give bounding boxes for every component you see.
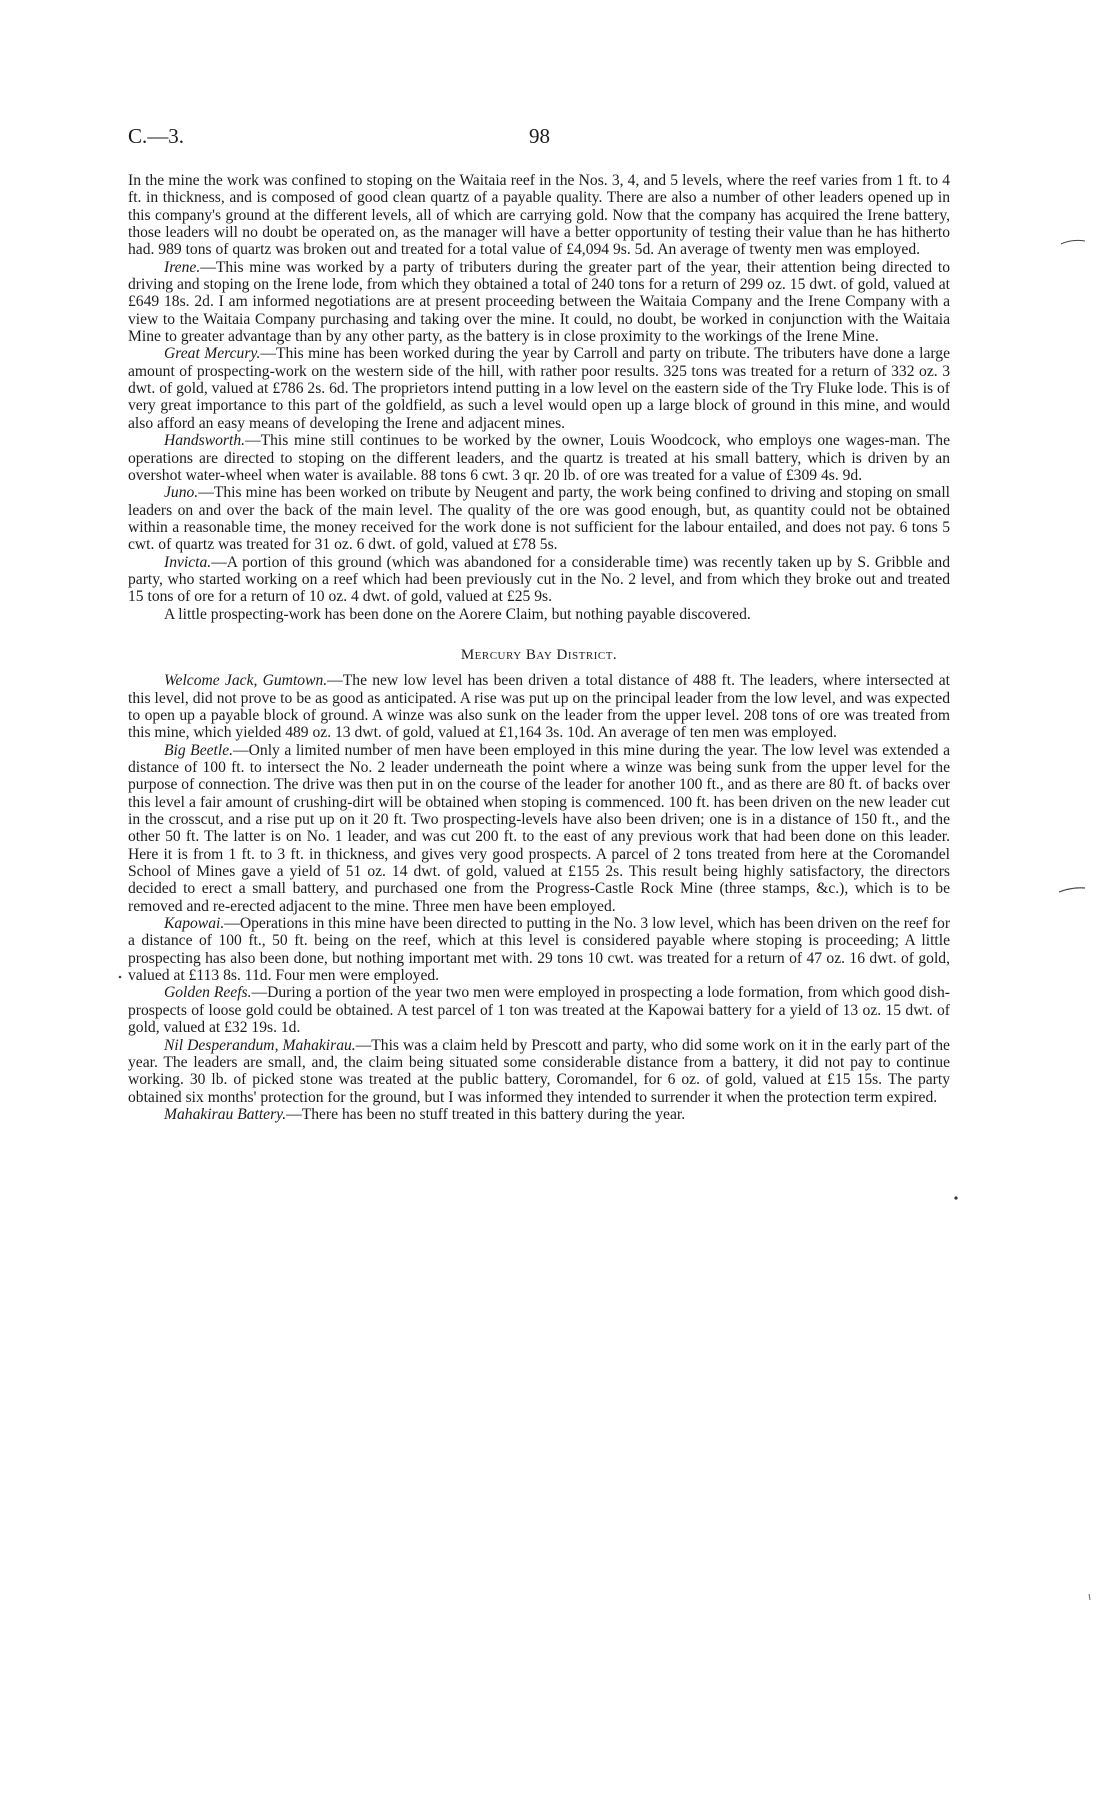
mine-name: Nil Desperandum, Mahakirau. — [164, 1036, 356, 1054]
paragraph-aorere-claim — [128, 606, 950, 623]
mine-name: Handsworth. — [164, 432, 246, 450]
paragraph-mahakirau-battery — [128, 1106, 950, 1123]
margin-ink-mark — [1058, 886, 1086, 894]
paragraph-text: —This mine has been worked on tribute by Neugent and party, the work being confined to driving and stoping on small leaders on and over the back of the main level. The quality of the ore was good enough, but, as quantity could not be obtained within a reasonable time, the money received for the work done is not sufficient for the labour entailed, and does not pay. 6 tons 5 cwt. of quartz was treated for 31 oz. 6 dwt. of gold, valued at £78 5s. — [128, 484, 950, 554]
mine-name: Juno. — [164, 484, 199, 502]
paragraph-kapowai — [128, 915, 950, 984]
mine-name: Mahakirau Battery. — [164, 1105, 287, 1123]
paragraph-text: —The new low level has been driven a total distance of 488 ft. The leaders, where intersected at this level, did not prove to be as good as anticipated. A rise was put up on the principal leader from the low level, and was expected to open up a payable block of ground. A winze was also sunk on the leader from the upper level. 208 tons of ore was treated from this mine, which yielded 489 oz. 13 dwt. of gold, valued at £1,164 3s. 10d. An average of ten men was employed. — [128, 672, 950, 742]
report-body — [128, 172, 950, 1123]
mine-name: Invicta. — [164, 553, 212, 571]
mine-name: Big Beetle. — [164, 741, 234, 759]
mine-name: Golden Reefs. — [164, 984, 252, 1002]
margin-ink-mark — [1087, 1593, 1093, 1601]
report-series-code: C.—3. — [128, 124, 185, 148]
paragraph-juno — [128, 484, 950, 553]
mine-name: Kapowai. — [164, 915, 225, 933]
paragraph-text: A little prospecting-work has been done on the Aorere Claim, but nothing payable discovered. — [164, 605, 751, 623]
paragraph-big-beetle — [128, 742, 950, 915]
paragraph-text: —There has been no stuff treated in this battery during the year. — [286, 1105, 686, 1123]
margin-ink-mark — [117, 974, 123, 980]
paragraph-welcome-jack — [128, 672, 950, 741]
paragraph-invicta — [128, 554, 950, 606]
paragraph-text: —During a portion of the year two men were employed in prospecting a lode formation, from which good dish-prospects of loose gold could be obtained. A test parcel of 1 ton was treated at the Kapowai battery for a yield of 13 oz. 15 dwt. of gold, valued at £32 19s. 1d. — [128, 984, 950, 1037]
margin-ink-mark — [953, 1195, 959, 1201]
paragraph-golden-reefs — [128, 984, 950, 1036]
margin-ink-mark — [1060, 238, 1086, 246]
mine-name: Welcome Jack, Gumtown. — [164, 672, 328, 690]
paragraph-text: In the mine the work was confined to stoping on the Waitaia reef in the Nos. 3, 4, and 5 levels, where the reef varies from 1 ft. to 4 ft. in thickness, and is composed of good clean quartz of a payable quality. There are also a number of other leaders opened up in this company's ground at the different levels, all of which are carrying gold. Now that the company has acquired the Irene battery, those leaders will no doubt be operated on, as the manager will have a better opportunity of testing their value than he has hitherto had. 989 tons of quartz was broken out and treated for a total value of £4,094 9s. 5d. An average of twenty men was employed. — [128, 172, 950, 259]
paragraph-text: —This mine was worked by a party of tributers during the greater part of the year, their attention being directed to driving and stoping on the Irene lode, from which they obtained a total of 240 tons for a return of 299 oz. 15 dwt. of gold, valued at £649 18s. 2d. I am informed negotiations are at present proceeding between the Waitaia Company and the Irene Company with a view to the Waitaia Company purchasing and taking over the mine. It could, no doubt, be worked in conjunction with the Waitaia Mine to greater advantage than by any other party, as the battery is in close proximity to the workings of the Irene Mine. — [128, 258, 950, 346]
section-heading-mercury-bay: Mercury Bay District. — [460, 646, 618, 663]
paragraph-waitaia-mine — [128, 172, 950, 259]
paragraph-text: —Operations in this mine have been directed to putting in the No. 3 low level, which has been driven on the reef for a distance of 100 ft., 50 ft. being on the reef, which at this level is considered payable where stoping is proceeding; A little prospecting has also been done, but nothing important met with. 29 tons 10 cwt. was treated for a return of 47 oz. 16 dwt. of gold, valued at £113 8s. 11d. Four men were employed. — [128, 915, 951, 985]
paragraph-text: —This mine still continues to be worked by the owner, Louis Woodcock, who employs one wages-man. The operations are directed to stoping on the different leaders, and the quartz is treated at his small battery, which is driven by an overshot water-wheel when water is available. 88 tons 6 cwt. 3 qr. 20 lb. of ore was treated for a value of £309 4s. 9d. — [128, 432, 950, 484]
paragraph-irene — [128, 259, 950, 346]
paragraph-great-mercury — [128, 345, 950, 432]
paragraph-text: —Only a limited number of men have been employed in this mine during the year. The low level was extended a distance of 100 ft. to intersect the No. 2 leader underneath the point where a winze was being sunk from the upper level for the purpose of connection. The drive was then put in on the course of the leader for another 100 ft., and as there are 80 ft. of backs over this level a fair amount of crushing-dirt will be obtained when stoping is commenced. 100 ft. has been driven on the new leader cut in the crosscut, and a rise put up on it 20 ft. Two prospecting-levels have also been driven; one is in a distance of 150 ft., and the other 50 ft. The latter is on No. 1 leader, and was cut 200 ft. to the east of any previous work that had been done on this leader. Here it is from 1 ft. to 3 ft. in thickness, and gives very good prospects. A parcel of 2 tons treated from here at the Coromandel School of Mines gave a yield of 51 oz. 14 dwt. of gold, valued at £155 2s. This result being highly satisfactory, the directors decided to erect a small battery, and purchased one from the Progress-Castle Rock Mine (three stamps, &c.), which is to be removed and re-erected adjacent to the mine. Three men have been employed. — [128, 741, 950, 915]
mine-name: Irene. — [164, 258, 201, 276]
page-number: 98 — [529, 124, 550, 148]
mine-name: Great Mercury. — [164, 345, 261, 363]
paragraph-text: —This was a claim held by Prescott and party, who did some work on it in the early part of the year. The leaders are small, and, the claim being situated some considerable distance from a battery, it did not pay to continue working. 30 lb. of picked stone was treated at the public battery, Coromandel, for 6 oz. of gold, valued at £15 15s. The party obtained six months' protection for the ground, but I was informed they intended to surrender it when the protection term expired. — [128, 1036, 950, 1106]
paragraph-text: —A portion of this ground (which was abandoned for a considerable time) was recently taken up by S. Gribble and party, who started working on a reef which had been previously cut in the No. 2 level, and from which they broke out and treated 15 tons of ore for a return of 10 oz. 4 dwt. of gold, valued at £25 9s. — [128, 553, 950, 606]
paragraph-nil-desperandum — [128, 1037, 950, 1106]
paragraph-handsworth — [128, 432, 950, 484]
paragraph-text: —This mine has been worked during the year by Carroll and party on tribute. The tributers have done a large amount of prospecting-work on the western side of the hill, with rather poor results. 325 tons was treated for a return of 332 oz. 3 dwt. of gold, valued at £786 2s. 6d. The proprietors intend putting in a low level on the eastern side of the Try Fluke lode. This is of very great importance to this part of the goldfield, as such a level would open up a large block of ground in this mine, and would also afford an easy means of developing the Irene and adjacent mines. — [128, 345, 950, 432]
